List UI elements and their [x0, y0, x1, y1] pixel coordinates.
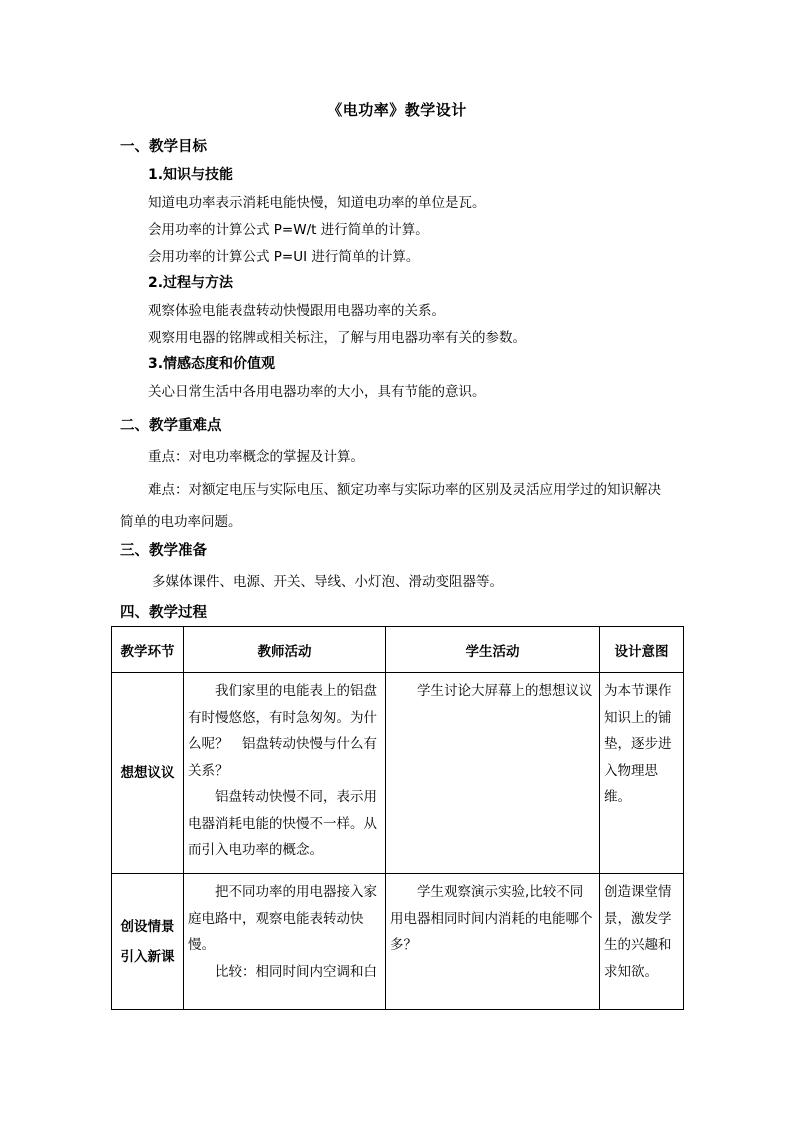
table-row	[112, 673, 684, 874]
teacher-cell	[184, 673, 386, 874]
stage-line: 创设情景	[120, 918, 175, 935]
teacher-cell	[184, 874, 386, 1010]
subheading-knowledge-skills: 1.知识与技能	[148, 167, 234, 183]
intent-paragraph: 创造课堂情景，激发学生的兴趣和求知欲。	[604, 884, 672, 980]
table-header-row	[112, 627, 684, 673]
student-cell	[386, 874, 600, 1010]
teaching-process-table	[111, 626, 684, 1010]
difficulty-text-cont: 简单的电功率问题。	[120, 514, 242, 530]
paragraph-line: 知道电功率表示消耗电能快慢，知道电功率的单位是瓦。	[148, 195, 486, 211]
document-title: 《电功率》教学设计	[327, 101, 467, 119]
intent-cell	[600, 673, 684, 874]
intent-paragraph: 为本节课作知识上的铺垫，逐步进入物理思维。	[604, 683, 672, 805]
preparation-text: 多媒体课件、电源、开关、导线、小灯泡、滑动变阻器等。	[152, 574, 503, 590]
header-student: 学生活动	[386, 627, 600, 673]
key-point-text: 重点：对电功率概念的掌握及计算。	[148, 449, 364, 465]
paragraph-line: 会用功率的计算公式 P=UI 进行简单的计算。	[148, 249, 420, 265]
subheading-process-methods: 2.过程与方法	[148, 275, 234, 291]
student-cell	[386, 673, 600, 874]
student-paragraph: 学生讨论大屏幕上的想想议议	[417, 683, 593, 699]
teacher-paragraph: 比较：相同时间内空调和白	[215, 963, 377, 980]
stage-cell	[112, 874, 184, 1010]
section-heading-key-points: 二、教学重难点	[120, 418, 222, 434]
difficulty-text: 难点：对额定电压与实际电压、额定功率与实际功率的区别及灵活应用学过的知识解决	[148, 482, 661, 498]
teacher-paragraph: 把不同功率的用电器接入家庭电路中，观察电能表转动快慢。	[188, 884, 377, 953]
paragraph-line: 观察体验电能表盘转动快慢跟用电器功率的关系。	[148, 303, 445, 319]
intent-cell	[600, 874, 684, 1010]
paragraph-line: 会用功率的计算公式 P=W/t 进行简单的计算。	[148, 222, 429, 238]
table-row	[112, 874, 684, 1010]
paragraph-line: 观察用电器的铭牌或相关标注，了解与用电器功率有关的参数。	[148, 330, 526, 346]
section-heading-goals: 一、教学目标	[120, 139, 207, 155]
teacher-paragraph: 我们家里的电能表上的铝盘有时慢悠悠，有时急匆匆。为什么呢？ 铝盘转动快慢与什么有关系？	[188, 683, 377, 779]
subheading-attitude-values: 3.情感态度和价值观	[148, 356, 276, 372]
section-heading-process: 四、教学过程	[120, 605, 207, 621]
student-paragraph: 学生观察演示实验,比较不同用电器相同时间内消耗的电能哪个多？	[390, 884, 593, 953]
header-stage: 教学环节	[112, 627, 184, 673]
section-heading-preparation: 三、教学准备	[120, 543, 207, 559]
stage-line: 引入新课	[120, 948, 175, 965]
stage-cell: 想想议议	[112, 673, 184, 874]
paragraph-line: 关心日常生活中各用电器功率的大小，具有节能的意识。	[148, 384, 486, 400]
header-teacher: 教师活动	[184, 627, 386, 673]
header-intent: 设计意图	[600, 627, 684, 673]
teacher-paragraph: 铝盘转动快慢不同，表示用电器消耗电能的快慢不一样。从而引入电功率的概念。	[188, 789, 377, 858]
